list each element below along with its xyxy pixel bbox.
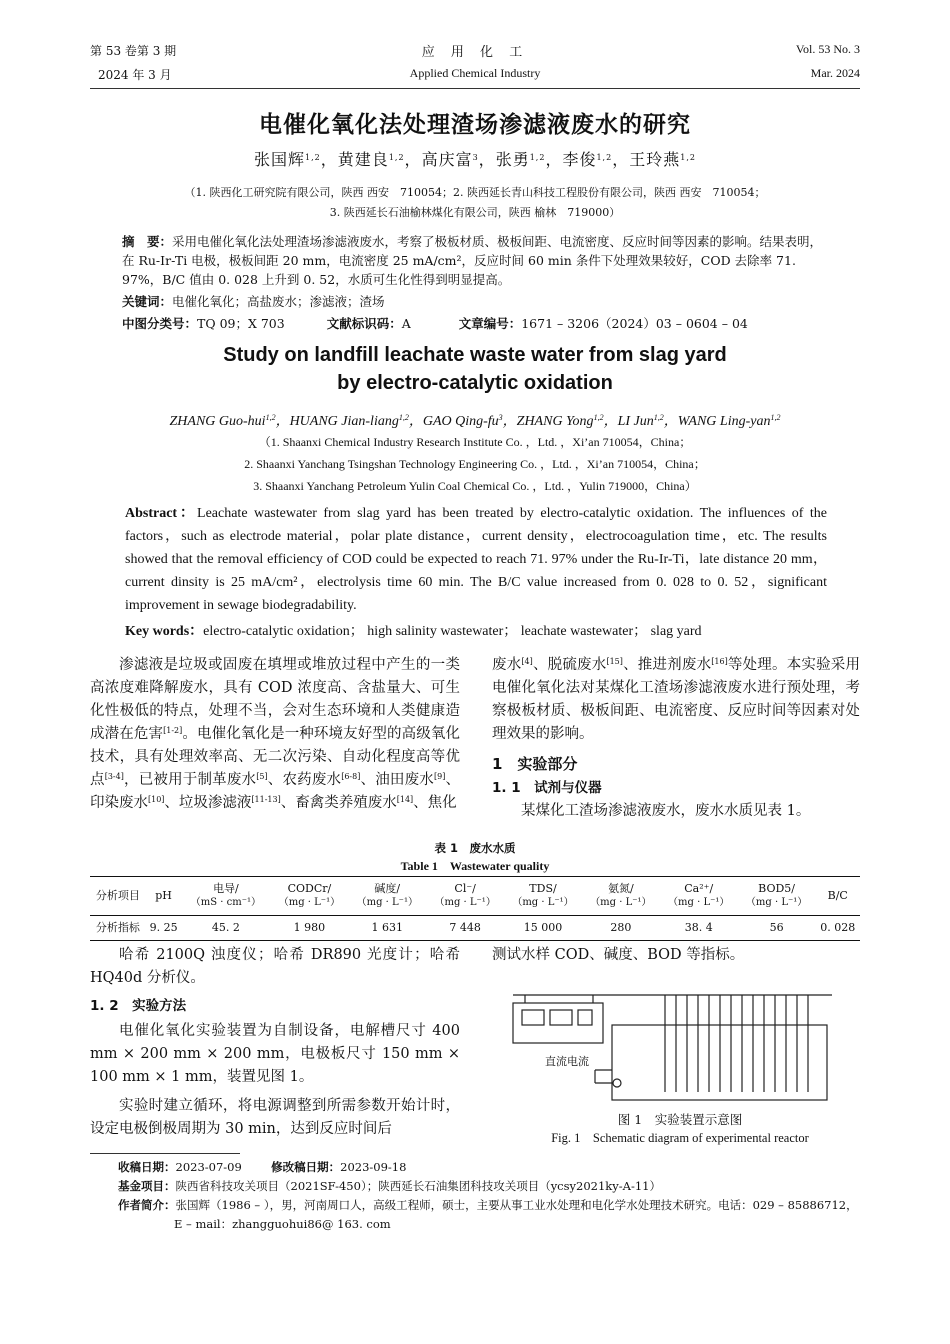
author-affiliation-mark: 1,2 bbox=[653, 413, 664, 422]
figure-caption-en: Fig. 1 Schematic diagram of experimental reactor bbox=[551, 1131, 809, 1145]
header-name: 分析项目 bbox=[95, 889, 140, 902]
citation: [16] bbox=[711, 657, 728, 666]
revised-date: 2023-09-18 bbox=[340, 1160, 407, 1174]
author-affiliation-mark: 1,2 bbox=[680, 153, 696, 162]
text-run: ，已被用于制革废水 bbox=[123, 772, 257, 788]
citation: [6-8] bbox=[341, 772, 361, 781]
abstract-en-text: Leachate wastewater from slag yard has been treated by electro-catalytic oxidation. The influences of the factors，such as electrode material，polar plate distance，current density，electrocoagulation time，etc. The results showed that the removal efficiency of COD could be expected to reach 71. 97% under the Ru-Ir-Ti，late distance 20 mm，current dinsity is 25 mA/cm²，electrolysis time 60 min. The B/C value increased from 0. 028 to 0. 52，significant improvement in sewage biodegradability. bbox=[125, 506, 827, 613]
figure-caption-cn: 图 1 实验装置示意图 bbox=[617, 1112, 743, 1127]
table-header-cell bbox=[582, 877, 660, 916]
author-affiliation-mark: 1,2 bbox=[596, 153, 613, 162]
funding-text: 陕西省科技攻关项目（2021SF-450）；陕西延长石油集团科技攻关项目（ycsy2021ky-A-11） bbox=[175, 1179, 661, 1193]
received-label: 收稿日期： bbox=[118, 1160, 176, 1174]
header-unit: （mg · L⁻¹） bbox=[590, 897, 652, 908]
affiliation-cn-2: 3. 陕西延长石油榆林煤化有限公司，陕西 榆林 719000） bbox=[329, 206, 621, 219]
classification-line bbox=[122, 314, 832, 333]
text-run: 、印染废水 bbox=[90, 772, 461, 811]
table-header-cell bbox=[271, 877, 349, 916]
author-separator: ， bbox=[545, 150, 563, 169]
author-separator: ， bbox=[603, 414, 618, 429]
author-name: ZHANG Guo-hui bbox=[169, 414, 266, 429]
article-no-label: 文章编号： bbox=[458, 316, 522, 331]
author-separator: ， bbox=[663, 414, 678, 429]
reactor-diagram bbox=[505, 970, 850, 1105]
author-bio-label: 作者简介： bbox=[118, 1198, 176, 1212]
body-left-column bbox=[90, 654, 460, 815]
author-bio-text: 张国辉（1986 – ），男，河南周口人，高级工程师，硕士，主要从事工业水处理和电化学水处理技术研究。电话：029 – 85886712， bbox=[175, 1198, 858, 1212]
header-unit: （mg · L⁻¹） bbox=[434, 897, 496, 908]
abstract-cn-text: 采用电催化氧化法处理渣场渗滤液废水，考察了极板材质、极板间距、电流密度、反应时间等因素的影响。结果表明，在 Ru-Ir-Ti 电极，极板间距 20 mm，电流密度 25 mA/cm²，反应时间 60 min 条件下处理效果较好，COD 去除率 71. 97%，B/C 值由 0. 028 上升到 0. 52，水质可生化性得到明显提高。 bbox=[122, 234, 823, 287]
author-affiliation-mark: 1,2 bbox=[529, 153, 546, 162]
section-heading-1: 1 实验部分 bbox=[492, 755, 578, 773]
table-cell: 7 448 bbox=[426, 916, 504, 941]
citation: [4] bbox=[521, 657, 533, 666]
author-separator: ， bbox=[408, 414, 423, 429]
author-affiliation-mark: 3 bbox=[472, 153, 479, 162]
table-header-row bbox=[90, 877, 860, 916]
citation: [3-4] bbox=[104, 772, 124, 781]
affiliation-en-3: 3. Shaanxi Yanchang Petroleum Yulin Coal Chemical Co. ，Ltd. ，Yulin 719000，China） bbox=[253, 479, 697, 493]
table-cell: 1 980 bbox=[271, 916, 349, 941]
volume-cn: 第 53 卷第 3 期 bbox=[90, 44, 177, 58]
author-name: 高庆富 bbox=[421, 150, 473, 169]
table-header-cell bbox=[90, 877, 146, 916]
header-rule bbox=[90, 88, 860, 89]
clc-label: 中图分类号： bbox=[122, 316, 198, 331]
author-name: LI Jun bbox=[617, 414, 654, 429]
header-name: BOD5/ bbox=[758, 882, 795, 895]
header-name: Ca²⁺/ bbox=[684, 882, 714, 895]
affiliation-en-2: 2. Shaanxi Yanchang Tsingshan Technology Engineering Co. ，Ltd. ，Xi’an 710054，China； bbox=[244, 457, 706, 471]
table-header-cell bbox=[816, 877, 860, 916]
table-caption-cn: 表 1 废水水质 bbox=[434, 841, 516, 855]
header-unit: （mg · L⁻¹） bbox=[745, 897, 808, 908]
text-run: 等处理。本实验采用电催化氧化法对某煤化工渣场渗滤液废水进行预处理，考察极板材质、极板间距、电流密度、反应时间等因素对处理效果的影响。 bbox=[492, 657, 861, 742]
table-cell: 分析指标 bbox=[90, 916, 146, 941]
doc-code-label: 文献标识码： bbox=[326, 316, 402, 331]
table-cell: 38. 4 bbox=[660, 916, 738, 941]
table-cell: 1 631 bbox=[348, 916, 426, 941]
author-name: ZHANG Yong bbox=[516, 414, 594, 429]
article-no-value: 1671 – 3206（2024）03 – 0604 – 04 bbox=[521, 316, 748, 331]
dc-power-label: 直流电流 bbox=[545, 1055, 589, 1068]
power-supply-box bbox=[513, 1003, 603, 1043]
citation: [10] bbox=[148, 795, 165, 804]
header-name: pH bbox=[155, 889, 172, 902]
header-unit: （mg · L⁻¹） bbox=[278, 897, 341, 908]
citation: [1-2] bbox=[163, 726, 183, 735]
text-run: 、畜禽类养殖废水 bbox=[280, 795, 397, 811]
funding-label: 基金项目： bbox=[118, 1179, 176, 1193]
doc-code-value: A bbox=[401, 316, 411, 331]
text-run: 、推进剂废水 bbox=[622, 657, 712, 673]
keywords-en bbox=[125, 620, 827, 640]
authors-cn bbox=[0, 147, 950, 170]
table-cell: 9. 25 bbox=[146, 916, 182, 941]
instrument-paragraph: 哈希 2100Q 浊度仪；哈希 DR890 光度计；哈希 HQ40d 分析仪。 bbox=[90, 947, 460, 986]
abstract-en bbox=[125, 502, 827, 617]
keywords-cn-text: 电催化氧化；高盐废水；渗滤液；渣场 bbox=[172, 294, 385, 309]
citation: [11-13] bbox=[251, 795, 281, 804]
received-date: 2023-07-09 bbox=[175, 1160, 242, 1174]
author-separator: ， bbox=[275, 414, 290, 429]
table-header-cell bbox=[181, 877, 270, 916]
author-name: WANG Ling-yan bbox=[677, 414, 771, 429]
author-affiliation-mark: 1,2 bbox=[593, 413, 604, 422]
author-email: E – mail：zhangguohui86@ 163. com bbox=[174, 1217, 391, 1231]
ammeter-icon bbox=[522, 1010, 544, 1025]
keywords-cn-label: 关键词： bbox=[122, 294, 173, 309]
author-separator: ， bbox=[612, 150, 630, 169]
table-cell: 45. 2 bbox=[181, 916, 270, 941]
header-name: 氨氮/ bbox=[608, 882, 634, 895]
table-cell: 56 bbox=[738, 916, 816, 941]
abstract-en-label: Abstract： bbox=[125, 506, 198, 521]
table-header-cell bbox=[660, 877, 738, 916]
journal-title-cn: 应 用 化 工 bbox=[421, 45, 529, 60]
table-header-cell bbox=[426, 877, 504, 916]
procedure-paragraph: 实验时建立循环，将电源调整到所需参数开始计时，设定电极倒极周期为 30 min，达到反应时间后 bbox=[90, 1098, 460, 1137]
footnote-rule bbox=[90, 1153, 240, 1154]
author-separator: ， bbox=[502, 414, 517, 429]
header-unit: （mS · cm⁻¹） bbox=[190, 897, 262, 908]
pump-icon bbox=[613, 1079, 621, 1087]
keywords-en-label: Key words： bbox=[125, 624, 204, 639]
header-name: B/C bbox=[827, 889, 848, 902]
switch-icon bbox=[578, 1010, 592, 1025]
author-name: 黄建良 bbox=[337, 150, 389, 169]
author-name: GAO Qing-fu bbox=[422, 414, 499, 429]
footnote-dates bbox=[118, 1158, 878, 1176]
revised-label: 修改稿日期： bbox=[271, 1160, 341, 1174]
header-unit: （mg · L⁻¹） bbox=[668, 897, 730, 908]
table-cell: 0. 028 bbox=[816, 916, 860, 941]
affiliation-cn-1: （1. 陕西化工研究院有限公司，陕西 西安 710054；2. 陕西延长青山科技工程股份有限公司，陕西 西安 710054； bbox=[184, 186, 766, 199]
header-name: TDS/ bbox=[529, 882, 557, 895]
affiliation-en-1: （1. Shaanxi Chemical Industry Research Institute Co. ，Ltd. ，Xi’an 710054，China； bbox=[258, 435, 692, 449]
table-header-cell bbox=[738, 877, 816, 916]
method-paragraph: 电催化氧化实验装置为自制设备，电解槽尺寸 400 mm × 200 mm × 200 mm，电极板尺寸 150 mm × 100 mm × 1 mm，装置见图 1。 bbox=[90, 1023, 460, 1085]
date-cn: 2024 年 3 月 bbox=[98, 68, 172, 82]
table-header-cell bbox=[504, 877, 582, 916]
measurement-paragraph: 测试水样 COD、碱度、BOD 等指标。 bbox=[492, 947, 745, 963]
text-run: 、农药废水 bbox=[267, 772, 342, 788]
author-separator: ， bbox=[478, 150, 496, 169]
section-heading-1-1: 1. 1 试剂与仪器 bbox=[492, 780, 602, 796]
author-name: 李俊 bbox=[562, 150, 597, 169]
text-run: 渗滤液是垃圾或固废在填埋或堆放过程中产生的一类高浓度难降解废水，具有 COD 浓度高、含盐量大、可生化性极低的特点，处理不当，会对生态环境和人类健康造成潜在危害 bbox=[90, 657, 460, 742]
text-run: 。电催化氧化是一种环境友好型的高级氧化技术，具有处理效率高、无二次污染、自动化程度高等优点 bbox=[90, 726, 461, 788]
author-affiliation-mark: 1,2 bbox=[770, 413, 781, 422]
table-cell: 15 000 bbox=[504, 916, 582, 941]
abstract-cn-label: 摘 要： bbox=[122, 234, 173, 249]
voltmeter-icon bbox=[550, 1010, 572, 1025]
text-run: 、垃圾渗滤液 bbox=[164, 795, 252, 811]
author-separator: ， bbox=[320, 150, 338, 169]
author-affiliation-mark: 1,2 bbox=[398, 413, 409, 422]
title-en-line1: Study on landfill leachate waste water from slag yard bbox=[223, 344, 727, 366]
table-cell: 280 bbox=[582, 916, 660, 941]
citation: [15] bbox=[606, 657, 623, 666]
header-name: 碱度/ bbox=[374, 882, 401, 895]
header-name: Cl⁻/ bbox=[454, 882, 476, 895]
body-lower-right-column bbox=[492, 944, 860, 967]
clc-value: TQ 09；X 703 bbox=[197, 316, 285, 331]
author-name: HUANG Jian-liang bbox=[289, 414, 399, 429]
keywords-en-text: electro-catalytic oxidation； high salinity wastewater； leachate wastewater； slag yard bbox=[203, 624, 702, 639]
volume-en: Vol. 53 No. 3 bbox=[795, 42, 860, 56]
section-heading-1-2: 1. 2 实验方法 bbox=[90, 998, 187, 1014]
author-affiliation-mark: 1,2 bbox=[265, 413, 276, 422]
author-affiliation-mark: 1,2 bbox=[305, 153, 321, 162]
table-header-cell bbox=[348, 877, 426, 916]
citation: [9] bbox=[433, 772, 446, 781]
text-run: 、油田废水 bbox=[360, 772, 434, 788]
text-run: 废水 bbox=[492, 657, 522, 673]
journal-title-en: Applied Chemical Industry bbox=[409, 66, 541, 80]
water-quality-table bbox=[90, 876, 860, 941]
text-run: 、脱硫废水 bbox=[532, 657, 607, 673]
citation: [5] bbox=[256, 772, 268, 781]
header-unit: （mg · L⁻¹） bbox=[356, 897, 418, 908]
author-separator: ， bbox=[404, 150, 422, 169]
table-caption-en: Table 1 Wastewater quality bbox=[400, 859, 550, 873]
author-affiliation-mark: 3 bbox=[498, 413, 503, 422]
reagent-paragraph: 某煤化工渣场渗滤液废水，废水水质见表 1。 bbox=[521, 803, 811, 819]
date-en: Mar. 2024 bbox=[810, 66, 860, 80]
abstract-cn bbox=[122, 232, 832, 289]
footnote-author bbox=[118, 1196, 878, 1214]
intro-paragraph bbox=[90, 654, 460, 815]
author-name: 王玲燕 bbox=[629, 150, 681, 169]
body-right-column bbox=[492, 654, 860, 823]
footnote-funding bbox=[118, 1177, 878, 1195]
body-lower-left-column bbox=[90, 944, 460, 1141]
header-name: CODCr/ bbox=[287, 882, 332, 895]
intro-paragraph-cont bbox=[492, 654, 860, 746]
title-en-line2: by electro-catalytic oxidation bbox=[337, 372, 613, 394]
author-name: 张勇 bbox=[495, 150, 530, 169]
author-name: 张国辉 bbox=[254, 150, 306, 169]
table-row bbox=[90, 916, 860, 941]
page-title: 电催化氧化法处理渣场渗滤液废水的研究 bbox=[259, 112, 691, 138]
author-affiliation-mark: 1,2 bbox=[388, 153, 405, 162]
header-name: 电导/ bbox=[213, 882, 239, 895]
text-run: 、焦化 bbox=[413, 795, 457, 811]
citation: [14] bbox=[396, 795, 414, 804]
keywords-cn bbox=[122, 292, 832, 311]
header-unit: （mg · L⁻¹） bbox=[512, 897, 574, 908]
authors-en bbox=[0, 410, 950, 430]
table-header-cell bbox=[146, 877, 182, 916]
